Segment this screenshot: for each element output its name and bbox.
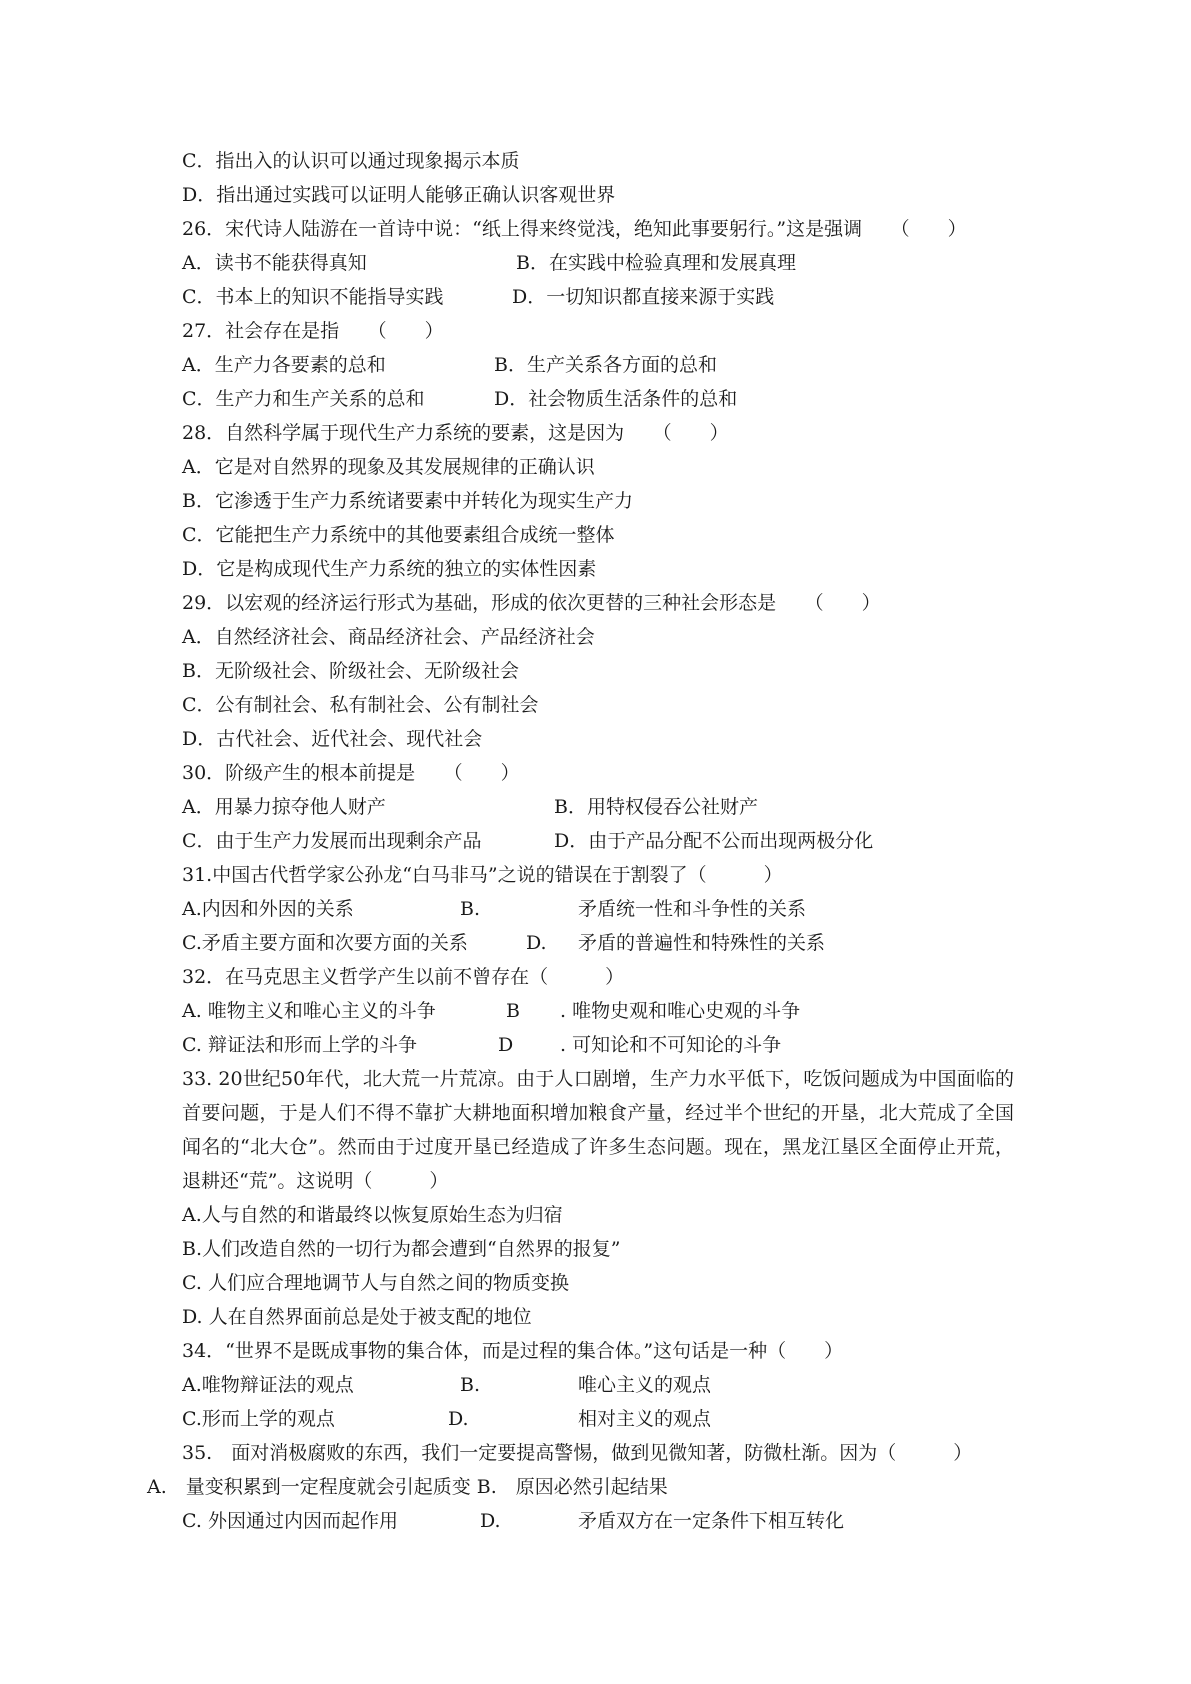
q30-option-a: A．用暴力掠夺他人财产 <box>182 796 386 818</box>
q26-option-b: B．在实践中检验真理和发展真理 <box>516 252 796 274</box>
q27-stem: 27．社会存在是指 （ ） <box>182 320 444 342</box>
q30-option-c: C．由于生产力发展而出现剩余产品 <box>182 830 482 852</box>
q34-stem: 34．“世界不是既成事物的集合体，而是过程的集合体。”这句话是一种（ ） <box>182 1340 844 1362</box>
q35-stem: 35. 面对消极腐败的东西，我们一定要提高警惕，做到见微知著，防微杜渐。因为（ ） <box>182 1442 973 1464</box>
q34-option-c: C.形而上学的观点 <box>182 1408 335 1430</box>
q31-option-b: 矛盾统一性和斗争性的关系 <box>578 898 807 920</box>
q30-option-b: B．用特权侵吞公社财产 <box>554 796 758 818</box>
q28-option-b: B．它渗透于生产力系统诸要素中并转化为现实生产力 <box>182 490 633 512</box>
q34-option-b-letter: B. <box>460 1374 481 1396</box>
q31-option-b-letter: B. <box>460 898 481 920</box>
q31-option-a: A.内因和外因的关系 <box>182 898 354 920</box>
q34-option-d: 相对主义的观点 <box>578 1408 712 1430</box>
q33-option-d: D. 人在自然界面前总是处于被支配的地位 <box>182 1306 532 1328</box>
q34-option-a: A.唯物辩证法的观点 <box>182 1374 354 1396</box>
q35-option-c: C. 外因通过内因而起作用 <box>182 1510 398 1532</box>
q35-option-d: 矛盾双方在一定条件下相互转化 <box>578 1510 845 1532</box>
q29-option-a: A．自然经济社会、商品经济社会、产品经济社会 <box>182 626 595 648</box>
q32-option-d: . 可知论和不可知论的斗争 <box>560 1034 782 1056</box>
q27-option-b: B．生产关系各方面的总和 <box>494 354 717 376</box>
q27-option-d: D．社会物质生活条件的总和 <box>494 388 738 410</box>
q32-option-c: C. 辩证法和形而上学的斗争 <box>182 1034 417 1056</box>
q34-option-b: 唯心主义的观点 <box>578 1374 712 1396</box>
q33-option-c: C. 人们应合理地调节人与自然之间的物质变换 <box>182 1272 569 1294</box>
q32-stem: 32．在马克思主义哲学产生以前不曾存在（ ） <box>182 966 625 988</box>
q26-option-d: D．一切知识都直接来源于实践 <box>512 286 775 308</box>
q31-stem: 31.中国古代哲学家公孙龙“白马非马”之说的错误在于割裂了（ ） <box>182 864 783 886</box>
q25-option-d: D．指出通过实践可以证明人能够正确认识客观世界 <box>182 184 616 206</box>
q27-option-c: C．生产力和生产关系的总和 <box>182 388 425 410</box>
q33-option-b: B.人们改造自然的一切行为都会遭到“自然界的报复” <box>182 1238 621 1260</box>
q35-option-d-letter: D. <box>480 1510 501 1532</box>
q33-stem: 33. 20世纪50年代，北大荒一片荒凉。由于人口剧增，生产力水平低下，吃饭问题成为中国面临的首要问题，于是人们不得不靠扩大耕地面积增加粮食产量，经过半个世纪的开垦，北大荒成了全国闻名的“北大仓”。然而由于过度开垦已经造成了许多生态问题。现在，黑龙江垦区全面停止开荒，退耕还“荒”。这说明（ ） <box>182 1068 1014 1192</box>
q30-stem: 30．阶级产生的根本前提是 （ ） <box>182 762 520 784</box>
q31-option-d-letter: D. <box>526 932 547 954</box>
q28-option-d: D．它是构成现代生产力系统的独立的实体性因素 <box>182 558 597 580</box>
q30-option-d: D．由于产品分配不公而出现两极分化 <box>554 830 874 852</box>
q28-stem: 28．自然科学属于现代生产力系统的要素，这是因为 （ ） <box>182 422 729 444</box>
q25-option-c: C．指出入的认识可以通过现象揭示本质 <box>182 150 520 172</box>
q27-option-a: A．生产力各要素的总和 <box>182 354 386 376</box>
q29-option-d: D．古代社会、近代社会、现代社会 <box>182 728 483 750</box>
q29-stem: 29．以宏观的经济运行形式为基础，形成的依次更替的三种社会形态是 （ ） <box>182 592 881 614</box>
q31-option-c: C.矛盾主要方面和次要方面的关系 <box>182 932 468 954</box>
q26-option-a: A．读书不能获得真知 <box>182 252 367 274</box>
q32-option-d-letter: D <box>498 1034 514 1056</box>
q29-option-b: B．无阶级社会、阶级社会、无阶级社会 <box>182 660 519 682</box>
q26-option-c: C．书本上的知识不能指导实践 <box>182 286 444 308</box>
q26-stem: 26．宋代诗人陆游在一首诗中说：“纸上得来终觉浅，绝知此事要躬行。”这是强调 （ ） <box>182 218 967 240</box>
q33-option-a: A.人与自然的和谐最终以恢复原始生态为归宿 <box>182 1204 563 1226</box>
q32-option-a: A. 唯物主义和唯心主义的斗争 <box>182 1000 436 1022</box>
q32-option-b-letter: B <box>506 1000 520 1022</box>
q35-options-ab: A. 量变积累到一定程度就会引起质变 B. 原因必然引起结果 <box>147 1476 668 1498</box>
q34-option-d-letter: D. <box>448 1408 469 1430</box>
q29-option-c: C．公有制社会、私有制社会、公有制社会 <box>182 694 539 716</box>
q28-option-a: A．它是对自然界的现象及其发展规律的正确认识 <box>182 456 595 478</box>
q31-option-d: 矛盾的普遍性和特殊性的关系 <box>578 932 826 954</box>
q28-option-c: C．它能把生产力系统中的其他要素组合成统一整体 <box>182 524 615 546</box>
q32-option-b: . 唯物史观和唯心史观的斗争 <box>560 1000 801 1022</box>
